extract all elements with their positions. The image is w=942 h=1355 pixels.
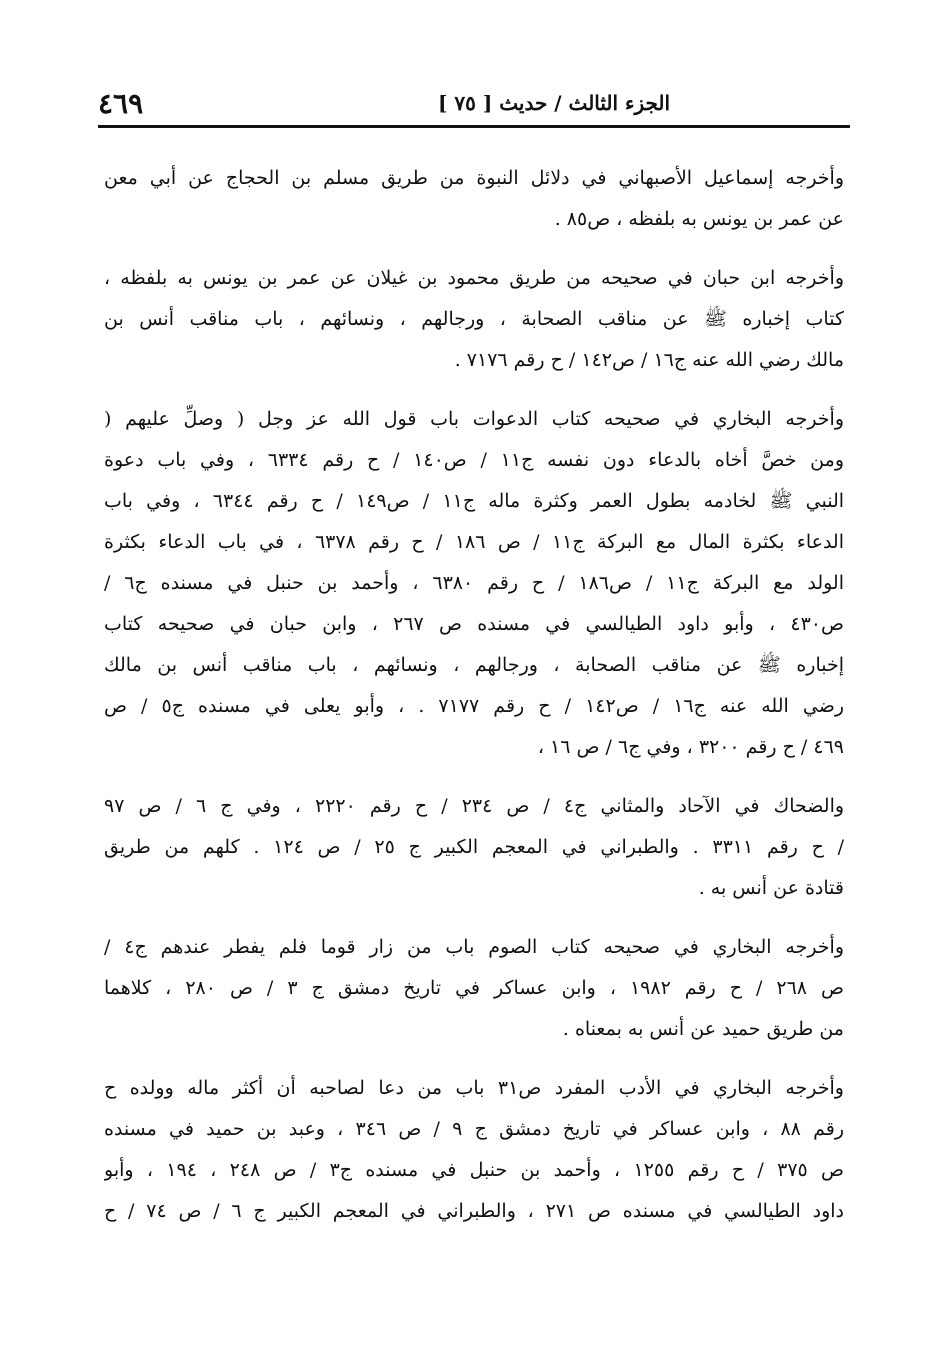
paragraph-4: [104, 786, 844, 909]
text-line: داود الطيالسي في مسنده ص ٢٧١ ، والطبراني في المعجم الكبير ج ٦ / ص ٧٤ / ح: [104, 1200, 844, 1222]
paragraph-5: [104, 927, 844, 1050]
text-line: ص ٢٦٨ / ح رقم ١٩٨٢ ، وابن عساكر في تاريخ دمشق ج ٣ / ص ٢٨٠ ، كلاهما: [104, 977, 844, 999]
text-line: وأخرجه البخاري في صحيحه كتاب الصوم باب من زار قوما فلم يفطر عندهم ج٤ /: [104, 936, 844, 958]
text-line: قتادة عن أنس به .: [698, 877, 844, 899]
text-line: / ح رقم ٣٣١١ . والطبراني في المعجم الكبير ج ٢٥ / ص ١٢٤ . كلهم من طريق: [104, 836, 844, 858]
header-divider: [98, 125, 850, 128]
page-header: [98, 86, 850, 126]
text-line: عن عمر بن يونس به بلفظه ، ص٨٥ .: [554, 208, 844, 230]
text-line: مالك رضي الله عنه ج١٦ / ص١٤٢ / ح رقم ٧١٧٦ .: [454, 349, 844, 371]
body-text: [104, 158, 844, 1250]
text-line: من طريق حميد عن أنس به بمعناه .: [562, 1018, 844, 1040]
text-line: ومن خصَّ أخاه بالدعاء دون نفسه ج١١ / ص١٤٠ / ح رقم ٦٣٣٤ ، وفي باب دعوة: [104, 449, 844, 471]
page-number: ٤٦٩: [98, 87, 144, 120]
text-line: والضحاك في الآحاد والمثاني ج٤ / ص ٢٣٤ / ح رقم ٢٢٢٠ ، وفي ج ٦ / ص ٩٧: [104, 795, 844, 817]
paragraph-1: [104, 158, 844, 240]
text-line: ص٤٣٠ ، وأبو داود الطيالسي في مسنده ص ٢٦٧ ، وابن حبان في صحيحه كتاب: [104, 613, 844, 635]
text-line: الدعاء بكثرة المال مع البركة ج١١ / ص ١٨٦ / ح رقم ٦٣٧٨ ، في باب الدعاء بكثرة: [104, 531, 844, 553]
text-line: وأخرجه ابن حبان في صحيحه من طريق محمود بن غيلان عن عمر بن يونس به بلفظه ،: [104, 267, 844, 289]
text-line: وأخرجه البخاري في صحيحه كتاب الدعوات باب قول الله عز وجل ( وصلِّ عليهم (: [104, 408, 844, 430]
paragraph-2: [104, 258, 844, 381]
text-line: ص ٣٧٥ / ح رقم ١٢٥٥ ، وأحمد بن حنبل في مسنده ج٣ / ص ٢٤٨ ، ١٩٤ ، وأبو: [104, 1159, 844, 1181]
text-line: النبي ﷺ لخادمه بطول العمر وكثرة ماله ج١١ / ص١٤٩ / ح رقم ٦٣٤٤ ، وفي باب: [104, 490, 844, 512]
text-line: ٤٦٩ / ح رقم ٣٢٠٠ ، وفي ج٦ / ص ١٦ ،: [537, 736, 844, 758]
paragraph-6: [104, 1068, 844, 1232]
running-title: الجزء الثالث / حديث [ ٧٥ ]: [437, 91, 671, 115]
text-line: وأخرجه إسماعيل الأصبهاني في دلائل النبوة من طريق مسلم بن الحجاج عن أبي معن: [104, 167, 844, 189]
text-line: رضي الله عنه ج١٦ / ص١٤٢ / ح رقم ٧١٧٧ . ، وأبو يعلى في مسنده ج٥ / ص: [104, 695, 844, 717]
paragraph-3: [104, 399, 844, 768]
text-line: الولد مع البركة ج١١ / ص١٨٦ / ح رقم ٦٣٨٠ ، وأحمد بن حنبل في مسنده ج٦ /: [104, 572, 844, 594]
text-line: كتاب إخباره ﷺ عن مناقب الصحابة ، ورجالهم ، ونسائهم ، باب مناقب أنس بن: [104, 308, 844, 330]
text-line: رقم ٨٨ ، وابن عساكر في تاريخ دمشق ج ٩ / ص ٣٤٦ ، وعبد بن حميد في مسنده: [104, 1118, 844, 1140]
text-line: إخباره ﷺ عن مناقب الصحابة ، ورجالهم ، ونسائهم ، باب مناقب أنس بن مالك: [104, 654, 844, 676]
text-line: وأخرجه البخاري في الأدب المفرد ص٣١ باب من دعا لصاحبه أن أكثر ماله وولده ح: [104, 1077, 844, 1099]
